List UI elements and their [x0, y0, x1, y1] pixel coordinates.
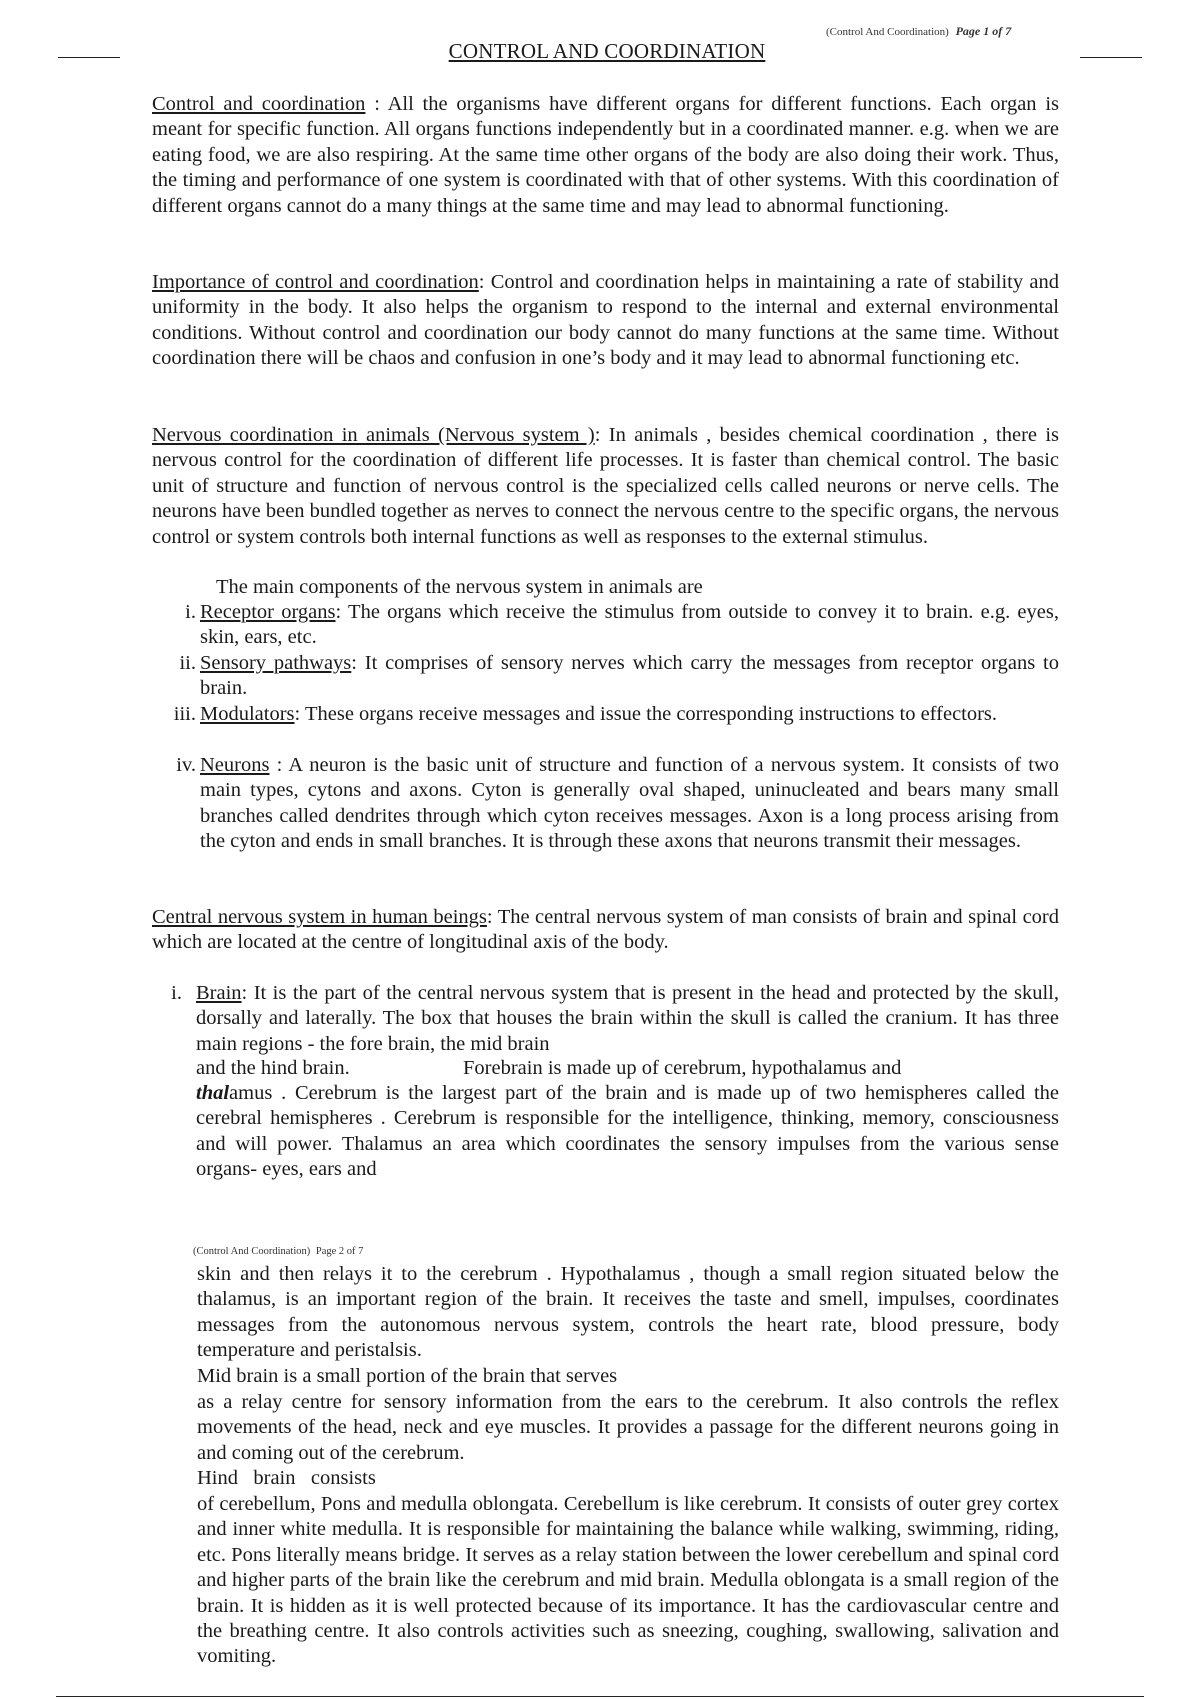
list-text: : It is the part of the central nervous system that is present in the head and protected by the skull, dorsally and laterally. The box that houses the brain within the skull is called the cranium. It has three main regions - the fore brain, the mid brain	[196, 982, 1059, 1055]
list-term: Modulators	[200, 703, 295, 725]
list-text: : It comprises of sensory nerves which carry the messages from receptor organs to brain.	[200, 652, 1059, 700]
components-intro: The main components of the nervous system in animals are	[216, 576, 703, 598]
running-header	[826, 24, 1011, 39]
list-item	[158, 753, 1059, 881]
brain-continuation	[196, 1081, 1059, 1183]
hindbrain-intro: Hind brain consists	[197, 1467, 376, 1489]
footer-rule	[56, 1696, 1144, 1697]
midbrain-intro: Mid brain is a small portion of the brain that serves	[197, 1365, 618, 1387]
section-central-nervous-system	[152, 905, 1059, 957]
section-heading: Central nervous system in human beings	[152, 906, 487, 928]
page-title: CONTROL AND COORDINATION	[448, 39, 766, 63]
page-number: Page 1 of 7	[955, 24, 1012, 38]
section-text: : Control and coordination helps in maintaining a rate of stability and uniformity in the body. It also helps the organism to respond to the internal and external environmental conditions. Without control and coordination our body cannot do many functions at the same time. Without coordination there will be chaos and confusion in one’s body and it may lead to abnormal functioning etc.	[152, 271, 1059, 370]
list-number: iv.	[176, 754, 196, 776]
brain-line-hind: and the hind brain.	[196, 1057, 350, 1079]
page2-paragraph-1	[197, 1262, 1059, 1364]
list-number: ii.	[179, 652, 196, 674]
section-nervous-coordination	[152, 423, 1059, 577]
running-header-page2	[193, 1246, 363, 1257]
section-text: : In animals , besides chemical coordination , there is nervous control for the coordination of different life processes. It is faster than chemical control. The basic unit of structure and function of nervous control is the specialized cells called neurons or nerve cells. The neurons have been bundled together as nerves to connect the nervous centre to the specific organs, the nervous control or system controls both internal functions as well as responses to the external stimulus.	[152, 424, 1059, 548]
running-header-title: (Control And Coordination)	[193, 1246, 311, 1257]
list-text: : The organs which receive the stimulus from outside to convey it to brain. e.g. eyes, skin, ears, etc.	[200, 601, 1059, 649]
page-number: Page 2 of 7	[315, 1246, 364, 1257]
hindbrain-paragraph	[197, 1492, 1059, 1696]
list-term: Receptor organs	[200, 601, 336, 623]
section-heading: Importance of control and coordination	[152, 271, 479, 293]
list-text: : A neuron is the basic unit of structure and function of a nervous system. It consists of two main types, cytons and axons. Cyton is generally oval shaped, uninucleated and bears many small branches called dendrites through which cyton receives messages. Axon is a long process arising from the cyton and ends in small branches. It is through these axons that neurons transmit their messages.	[200, 754, 1059, 853]
section-importance	[152, 270, 1059, 398]
header-rule-left	[58, 57, 120, 58]
section-text: : The central nervous system of man consists of brain and spinal cord which are located at the centre of longitudinal axis of the body.	[152, 906, 1059, 954]
list-number: i.	[171, 982, 182, 1004]
list-text: : These organs receive messages and issue the corresponding instructions to effectors.	[294, 703, 998, 725]
section-text: : All the organisms have different organs for different functions. Each organ is meant for specific function. All organs functions independently but in a coordinated manner. e.g. when we are eating food, we are also respiring. At the same time other organs of the body are also doing their work. Thus, the timing and performance of one system is coordinated with that of other systems. With this coordination of different organs cannot do a many things at the same time and may lead to abnormal functioning.	[152, 93, 1059, 217]
list-term: Brain	[196, 982, 242, 1004]
section-heading: Control and coordination	[152, 93, 366, 115]
list-item	[158, 702, 1059, 754]
thalamus-fragment: thal	[196, 1082, 230, 1104]
brain-continuation-text: amus . Cerebrum is the largest part of the brain and is made up of two hemispheres called the cerebral hemispheres . Cerebrum is responsible for the intelligence, thinking, memory, consciousness and will power. Thalamus an area which coordinates the sensory impulses from the various sense organs- eyes, ears and	[196, 1082, 1059, 1181]
section-control-coordination	[152, 92, 1059, 246]
section-heading: Nervous coordination in animals (Nervous system )	[152, 424, 595, 446]
midbrain-paragraph	[197, 1390, 1059, 1466]
list-term: Neurons	[200, 754, 270, 776]
header-rule-right	[1080, 57, 1142, 58]
list-term: Sensory pathways	[200, 652, 352, 674]
brain-item	[156, 981, 1059, 1057]
paragraph-text: as a relay centre for sensory information from the ears to the cerebrum. It also controls the reflex movements of the head, neck and eye muscles. It provides a passage for the different neurons going in and coming out of the cerebrum.	[197, 1391, 1059, 1464]
list-item	[158, 600, 1059, 652]
brain-line-forebrain: Forebrain is made up of cerebrum, hypothalamus and	[463, 1057, 902, 1079]
paragraph-text: skin and then relays it to the cerebrum . Hypothalamus , though a small region situated below the thalamus, is an important region of the brain. It receives the taste and smell, impulses, coordinates messages from the autonomous nervous system, controls the heart rate, blood pressure, body temperature and peristalsis.	[197, 1263, 1059, 1362]
running-header-title: (Control And Coordination)	[826, 26, 949, 38]
paragraph-text: of cerebellum, Pons and medulla oblongata. Cerebellum is like cerebrum. It consists of outer grey cortex and inner white medulla. It is responsible for maintaining the balance while walking, swimming, riding, etc. Pons literally means bridge. It serves as a relay station between the lower cerebellum and spinal cord and higher parts of the brain like the cerebrum and mid brain. Medulla oblongata is a small region of the brain. It is hidden as it is well protected because of its importance. It has the cardiovascular centre and the breathing centre. It also controls activities such as sneezing, coughing, swallowing, salivation and vomiting.	[197, 1493, 1059, 1668]
list-number: iii.	[173, 703, 196, 725]
list-item	[158, 651, 1059, 703]
list-number: i.	[185, 601, 196, 623]
